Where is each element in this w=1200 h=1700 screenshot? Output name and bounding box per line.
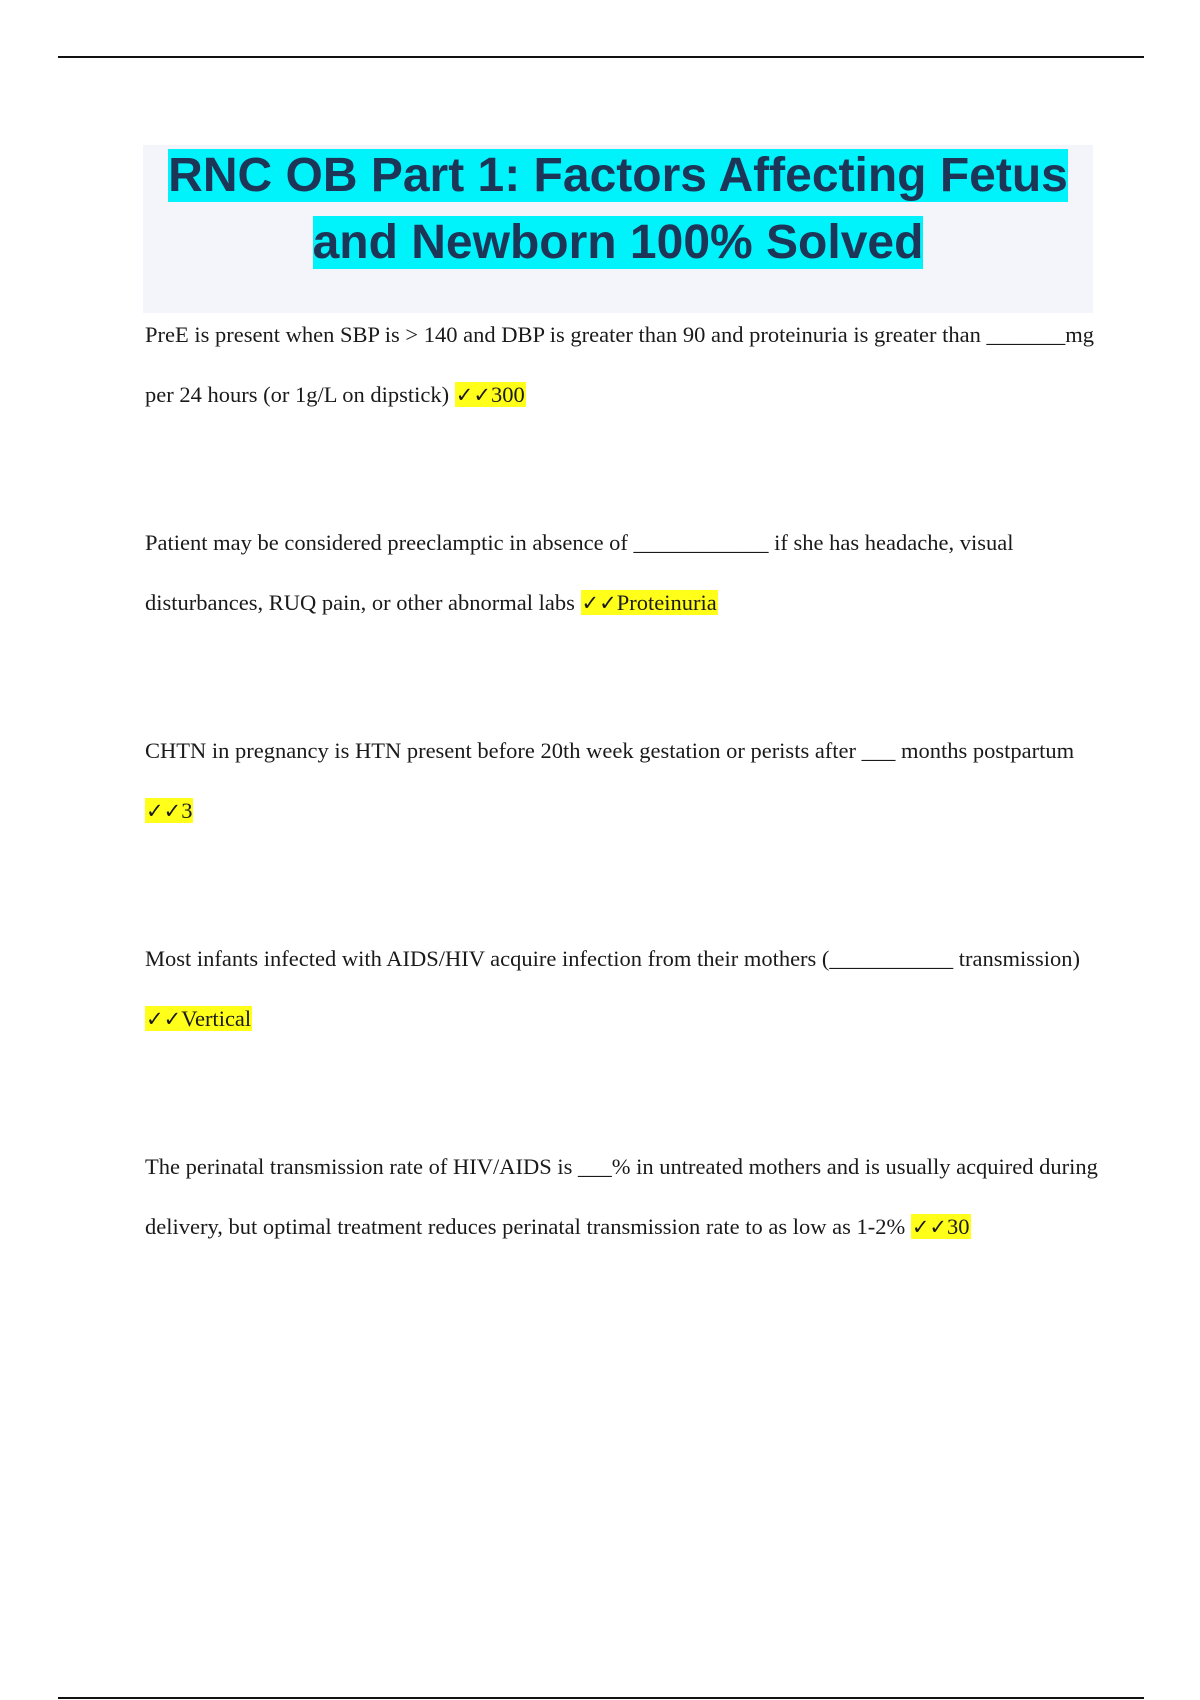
question-item xyxy=(145,929,1105,1049)
question-text: The perinatal transmission rate of HIV/AIDS is ___% in untreated mothers and is usually acquired during delivery, but optimal treatment reduces perinatal transmission rate to as low as 1-2% xyxy=(145,1154,1098,1239)
double-check-icon: ✓✓ xyxy=(455,383,491,407)
answer-highlight xyxy=(145,798,193,823)
answer-text: Proteinuria xyxy=(616,590,717,615)
question-item xyxy=(145,1137,1105,1257)
title-block xyxy=(143,145,1093,313)
question-text: PreE is present when SBP is > 140 and DBP is greater than 90 and proteinuria is greater than _______mg per 24 hours (or 1g/L on dipstick) xyxy=(145,322,1094,407)
answer-text: Vertical xyxy=(181,1006,252,1031)
answer-text: 300 xyxy=(490,382,525,407)
answer-highlight xyxy=(145,1006,252,1031)
question-list xyxy=(145,305,1105,1257)
header-rule xyxy=(58,56,1144,58)
question-item xyxy=(145,305,1105,425)
question-text: CHTN in pregnancy is HTN present before 20th week gestation or perists after ___ months postpartum xyxy=(145,738,1075,763)
double-check-icon: ✓✓ xyxy=(146,1007,182,1031)
question-text: Patient may be considered preeclamptic in absence of ____________ if she has headache, visual disturbances, RUQ pain, or other abnormal labs xyxy=(145,530,1014,615)
double-check-icon: ✓✓ xyxy=(146,799,182,823)
footer-rule xyxy=(58,1697,1144,1699)
double-check-icon: ✓✓ xyxy=(911,1215,948,1239)
answer-highlight xyxy=(455,382,526,407)
question-item xyxy=(145,513,1105,633)
double-check-icon: ✓✓ xyxy=(581,591,617,615)
answer-highlight xyxy=(911,1214,971,1239)
document-title: RNC OB Part 1: Factors Affecting Fetus and Newborn 100% Solved xyxy=(168,149,1068,269)
answer-text: 3 xyxy=(181,798,193,823)
answer-highlight xyxy=(581,590,718,615)
question-item xyxy=(145,721,1105,841)
question-text: Most infants infected with AIDS/HIV acquire infection from their mothers (___________ transmission) xyxy=(145,946,1081,971)
answer-text: 30 xyxy=(947,1214,970,1239)
